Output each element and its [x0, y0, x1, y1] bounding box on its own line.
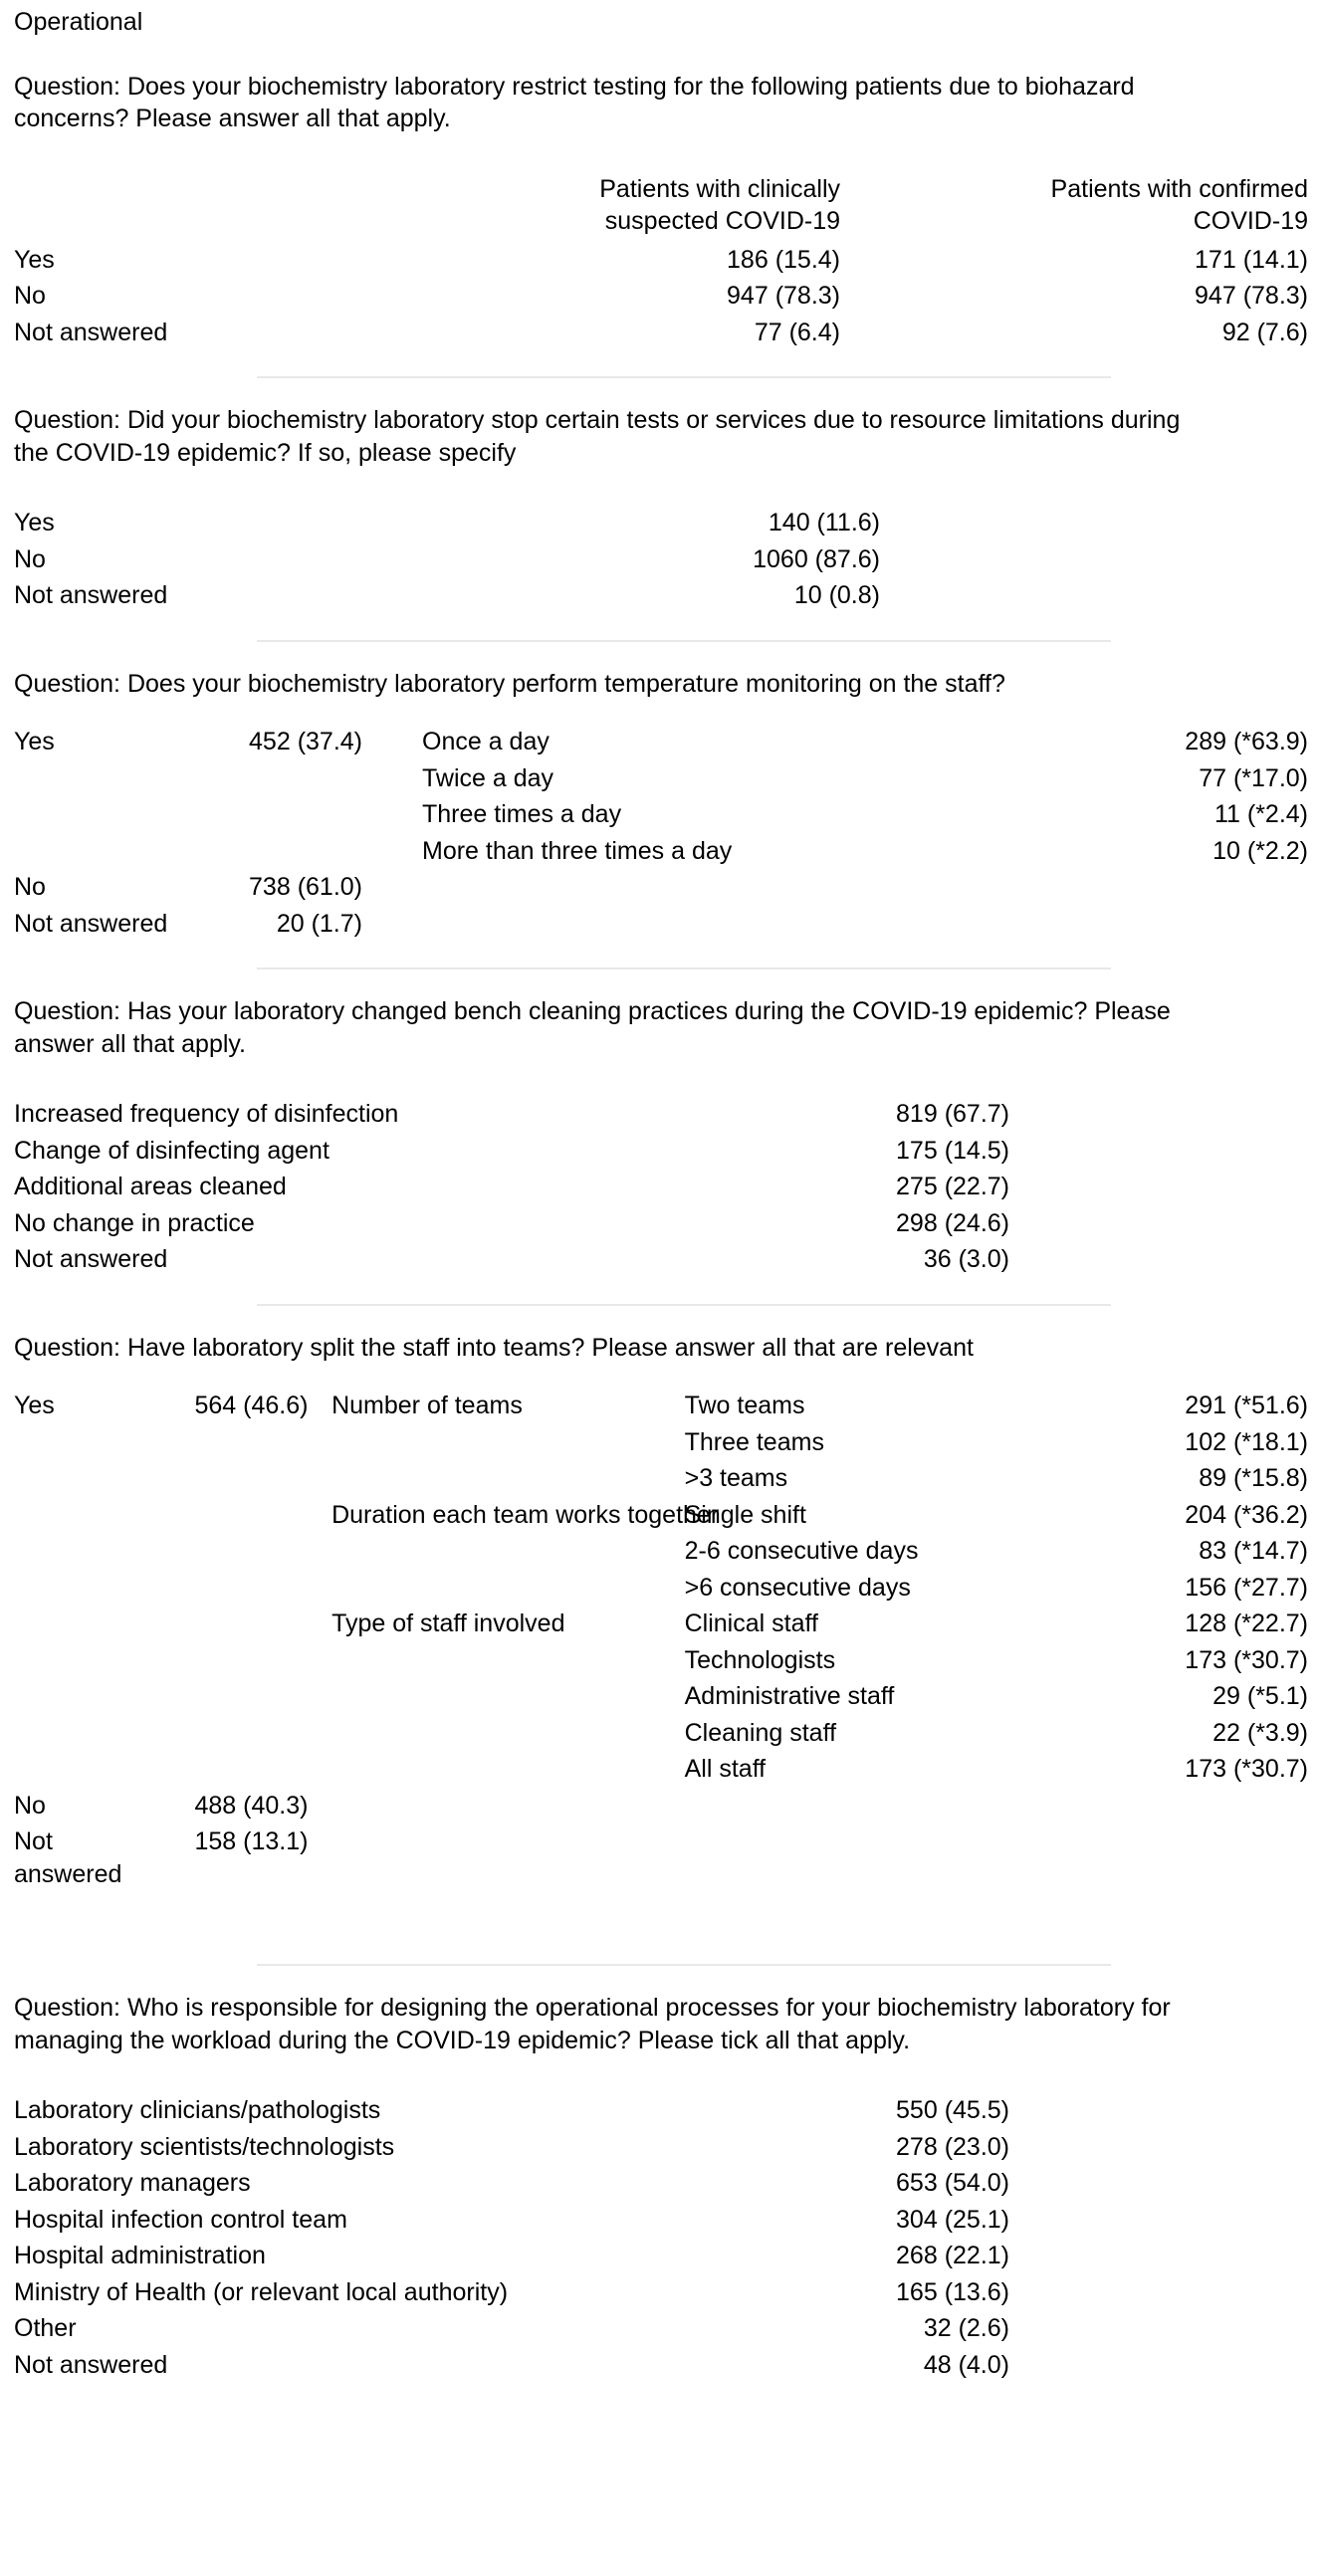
sub-row-value: 289 (*63.9)	[1185, 728, 1308, 755]
row-label	[14, 1642, 143, 1679]
question-text-stopped-tests: Question: Did your biochemistry laboratory stop certain tests or services due to resource limitations during the COVID-19 epidemic? If so, please specify	[14, 406, 1181, 467]
table-row	[14, 1460, 1308, 1497]
row-spacer	[1009, 1096, 1308, 1133]
row-value	[143, 1570, 308, 1607]
column-header-confirmed	[840, 171, 1308, 242]
row-value	[143, 1424, 308, 1461]
sub-row-value: 204 (*36.2)	[1185, 1500, 1308, 1529]
sub-row-label: Three times a day	[422, 800, 622, 828]
section-divider	[257, 376, 1111, 378]
sub-row-label	[685, 1788, 1014, 1825]
table-row	[14, 1241, 1308, 1278]
sub-row-value	[840, 869, 1308, 906]
sub-row-label: Administrative staff	[684, 1682, 895, 1710]
table-staff-teams	[14, 1388, 1308, 1892]
sub-row-value: 291 (*51.6)	[1185, 1392, 1308, 1419]
row-category	[331, 1678, 685, 1715]
row-spacer	[1009, 2165, 1308, 2202]
row-value-suspected: 947 (78.3)	[727, 282, 840, 310]
sub-row-value: 156 (*27.7)	[1185, 1573, 1308, 1602]
table-row	[14, 2202, 1308, 2239]
table-row	[14, 278, 1308, 315]
row-value: 488 (40.3)	[194, 1791, 309, 1820]
row-spacer	[1009, 2274, 1308, 2311]
row-category	[331, 1715, 685, 1752]
table-row	[14, 1824, 1308, 1892]
table-bench-cleaning	[14, 1096, 1308, 1278]
table-header-row	[14, 171, 1308, 242]
row-spacer	[362, 869, 422, 906]
section-divider	[257, 967, 1111, 969]
column-header-blank	[14, 171, 372, 242]
row-label: Laboratory managers	[14, 2169, 251, 2197]
table-row	[14, 1096, 1308, 1133]
row-value	[143, 1678, 308, 1715]
sub-row-value: 83 (*14.7)	[1199, 1537, 1308, 1565]
row-category: Type of staff involved	[331, 1610, 565, 1637]
row-label: Hospital infection control team	[14, 2205, 347, 2234]
table-row	[14, 2238, 1308, 2274]
row-category	[331, 1460, 685, 1497]
row-label: Yes	[14, 245, 55, 274]
table-row	[14, 760, 1308, 797]
row-value-confirmed: 947 (78.3)	[1195, 282, 1308, 310]
row-value: 653 (54.0)	[896, 2169, 1009, 2197]
sub-row-value: 10 (*2.2)	[1212, 836, 1308, 865]
row-value	[143, 1751, 308, 1788]
row-label: Change of disinfecting agent	[14, 1136, 330, 1165]
row-label: No	[14, 873, 46, 901]
column-header-confirmed-line2: COVID-19	[1193, 207, 1308, 235]
row-label	[14, 833, 213, 870]
sub-row-label: Once a day	[422, 728, 550, 755]
table-row	[14, 1388, 1308, 1424]
sub-row-value	[840, 906, 1308, 943]
row-value: 1060 (87.6)	[753, 544, 880, 573]
column-header-suspected	[372, 171, 840, 242]
row-label: Laboratory clinicians/pathologists	[14, 2096, 381, 2124]
table-row	[14, 1497, 1308, 1534]
table-row	[14, 1642, 1308, 1679]
row-spacer	[308, 1606, 331, 1642]
table-responsible-design	[14, 2092, 1308, 2383]
sub-row-value: 22 (*3.9)	[1212, 1718, 1308, 1747]
row-spacer	[880, 577, 1308, 614]
row-label: Not answered	[14, 318, 168, 346]
row-value: 298 (24.6)	[896, 1208, 1009, 1237]
row-spacer	[308, 1460, 331, 1497]
row-label: Laboratory scientists/technologists	[14, 2132, 395, 2161]
table-row	[14, 1751, 1308, 1788]
row-value	[213, 796, 362, 833]
table-row	[14, 577, 1308, 614]
row-label: Not answered	[14, 909, 168, 938]
table-row	[14, 869, 1308, 906]
sub-row-value: 11 (*2.4)	[1213, 800, 1308, 828]
row-spacer	[308, 1570, 331, 1607]
row-value: 175 (14.5)	[896, 1136, 1009, 1165]
table-row	[14, 796, 1308, 833]
sub-row-value: 128 (*22.7)	[1185, 1610, 1308, 1637]
row-label	[14, 1497, 143, 1534]
row-label: Hospital administration	[14, 2242, 266, 2269]
table-row	[14, 1424, 1308, 1461]
row-spacer	[362, 906, 422, 943]
row-value: 304 (25.1)	[896, 2205, 1009, 2234]
sub-row-label: Technologists	[684, 1645, 836, 1674]
row-category	[331, 1533, 685, 1570]
sub-row-value	[1014, 1824, 1308, 1892]
row-spacer	[1009, 2238, 1308, 2274]
table-row	[14, 833, 1308, 870]
row-value: 268 (22.1)	[896, 2242, 1009, 2269]
sub-row-label: Twice a day	[422, 763, 554, 792]
table-row	[14, 2310, 1308, 2347]
column-header-suspected-line2: suspected COVID-19	[604, 207, 840, 235]
row-spacer	[308, 1824, 331, 1892]
row-label	[14, 1424, 143, 1461]
row-value: 819 (67.7)	[896, 1100, 1009, 1128]
row-label	[14, 1751, 143, 1788]
row-label	[14, 796, 213, 833]
row-label	[14, 1715, 143, 1752]
row-value: 140 (11.6)	[768, 509, 880, 537]
table-row	[14, 1169, 1308, 1205]
row-value: 20 (1.7)	[276, 909, 362, 938]
row-value: 165 (13.6)	[896, 2277, 1009, 2306]
sub-row-value	[1014, 1788, 1308, 1825]
sub-row-label: >3 teams	[684, 1464, 788, 1492]
row-spacer	[1009, 1133, 1308, 1170]
table-row	[14, 1788, 1308, 1825]
row-spacer	[880, 541, 1308, 578]
row-value	[143, 1460, 308, 1497]
table-row	[14, 1570, 1308, 1607]
row-spacer	[308, 1788, 331, 1825]
question-text-staff-teams: Question: Have laboratory split the staff into teams? Please answer all that are relevant	[14, 1333, 974, 1362]
table-row	[14, 2347, 1308, 2384]
table-row	[14, 724, 1308, 760]
row-category	[331, 1424, 685, 1461]
row-value	[213, 760, 362, 797]
row-category	[331, 1751, 685, 1788]
section-divider	[257, 1304, 1111, 1306]
sub-row-value: 173 (*30.7)	[1185, 1645, 1308, 1674]
table-row	[14, 1678, 1308, 1715]
table-row	[14, 242, 1308, 279]
row-label: No	[14, 544, 46, 573]
row-spacer	[362, 724, 422, 760]
page-title: Operational	[14, 8, 143, 36]
table-stopped-tests	[14, 505, 1308, 614]
row-category	[331, 1788, 685, 1825]
sub-row-label: Two teams	[684, 1392, 805, 1419]
table-row	[14, 1533, 1308, 1570]
sub-row-label: Single shift	[684, 1500, 806, 1529]
row-label	[14, 1606, 143, 1642]
row-spacer	[308, 1424, 331, 1461]
sub-row-value: 102 (*18.1)	[1185, 1427, 1308, 1456]
row-label: Not answered	[14, 581, 168, 609]
row-category	[331, 1570, 685, 1607]
row-label: Additional areas cleaned	[14, 1173, 287, 1200]
table-row	[14, 541, 1308, 578]
row-spacer	[308, 1533, 331, 1570]
sub-row-value: 29 (*5.1)	[1212, 1682, 1308, 1710]
row-value-suspected: 186 (15.4)	[727, 245, 840, 274]
row-label: No change in practice	[14, 1208, 255, 1237]
row-category	[331, 1642, 685, 1679]
sub-row-label: >6 consecutive days	[684, 1573, 911, 1602]
row-spacer	[1009, 1205, 1308, 1242]
row-label: No	[14, 282, 46, 310]
column-header-confirmed-line1: Patients with confirmed	[1050, 174, 1308, 203]
table-row	[14, 1715, 1308, 1752]
row-value	[143, 1606, 308, 1642]
sub-row-label: More than three times a day	[422, 836, 733, 865]
row-spacer	[362, 796, 422, 833]
row-spacer	[362, 760, 422, 797]
row-label	[14, 1570, 143, 1607]
row-spacer	[308, 1751, 331, 1788]
column-header-suspected-line1: Patients with clinically	[599, 174, 840, 203]
row-value	[143, 1533, 308, 1570]
question-text-responsible-design: Question: Who is responsible for designing the operational processes for your biochemistry laboratory for managing the workload during the COVID-19 epidemic? Please tick all that apply.	[14, 1994, 1171, 2054]
row-label: Other	[14, 2314, 77, 2342]
row-label	[14, 1678, 143, 1715]
row-value	[143, 1642, 308, 1679]
row-label	[14, 1460, 143, 1497]
row-spacer	[362, 833, 422, 870]
row-value: 158 (13.1)	[194, 1827, 309, 1855]
row-category: Number of teams	[331, 1392, 523, 1419]
row-spacer	[308, 1388, 331, 1424]
row-value: 36 (3.0)	[923, 1245, 1009, 1273]
question-text-temperature-monitoring: Question: Does your biochemistry laboratory perform temperature monitoring on the staff?	[14, 669, 1005, 698]
row-value	[143, 1715, 308, 1752]
row-value: 738 (61.0)	[249, 873, 362, 901]
sub-row-value: 89 (*15.8)	[1199, 1464, 1308, 1492]
table-row	[14, 1205, 1308, 1242]
sub-row-label	[422, 906, 840, 943]
row-value: 550 (45.5)	[896, 2096, 1009, 2124]
table-row	[14, 2274, 1308, 2311]
table-biohazard-restrict	[14, 171, 1308, 351]
sub-row-label: 2-6 consecutive days	[684, 1537, 919, 1565]
row-spacer	[308, 1642, 331, 1679]
row-spacer	[308, 1497, 331, 1534]
row-value: 48 (4.0)	[923, 2350, 1009, 2379]
row-category	[331, 1824, 685, 1892]
row-value-confirmed: 92 (7.6)	[1221, 318, 1308, 346]
row-label	[14, 1533, 143, 1570]
row-spacer	[1009, 2202, 1308, 2239]
row-value: 275 (22.7)	[896, 1173, 1009, 1200]
row-spacer	[1009, 1169, 1308, 1205]
row-spacer	[880, 505, 1308, 541]
row-label: Yes	[14, 1392, 55, 1419]
table-row	[14, 1606, 1308, 1642]
row-value: 32 (2.6)	[923, 2314, 1009, 2342]
row-spacer	[308, 1715, 331, 1752]
row-value	[143, 1497, 308, 1534]
row-label: Not answered	[14, 1245, 168, 1273]
row-value: 564 (46.6)	[194, 1392, 309, 1419]
row-spacer	[1009, 1241, 1308, 1278]
table-row	[14, 2129, 1308, 2166]
sub-row-label: All staff	[684, 1755, 767, 1783]
sub-row-value: 173 (*30.7)	[1185, 1755, 1308, 1783]
question-text-bench-cleaning: Question: Has your laboratory changed bench cleaning practices during the COVID-19 epidemic? Please answer all that apply.	[14, 997, 1171, 1058]
table-row	[14, 505, 1308, 541]
section-divider	[257, 640, 1111, 642]
table-row	[14, 2165, 1308, 2202]
sub-row-label: Cleaning staff	[684, 1718, 837, 1747]
sub-row-label: Three teams	[684, 1427, 824, 1456]
row-value	[213, 833, 362, 870]
row-label: Ministry of Health (or relevant local authority)	[14, 2277, 509, 2306]
row-spacer	[1009, 2310, 1308, 2347]
row-label: Not answered	[14, 2350, 168, 2379]
row-spacer	[308, 1678, 331, 1715]
row-label: Increased frequency of disinfection	[14, 1100, 399, 1128]
row-label: No	[14, 1791, 46, 1820]
sub-row-value: 77 (*17.0)	[1199, 763, 1308, 792]
row-spacer	[1009, 2092, 1308, 2129]
table-row	[14, 2092, 1308, 2129]
sub-row-label	[422, 869, 840, 906]
row-label: Not answered	[14, 1827, 122, 1888]
table-row	[14, 906, 1308, 943]
row-category: Duration each team works together	[331, 1500, 720, 1529]
row-value: 452 (37.4)	[249, 728, 362, 755]
row-value-confirmed: 171 (14.1)	[1195, 245, 1308, 274]
table-row	[14, 315, 1308, 351]
sub-row-label	[685, 1824, 1014, 1892]
table-row	[14, 1133, 1308, 1170]
row-label: Yes	[14, 728, 55, 755]
row-value-suspected: 77 (6.4)	[754, 318, 840, 346]
row-value: 278 (23.0)	[896, 2132, 1009, 2161]
row-label	[14, 760, 213, 797]
row-spacer	[1009, 2347, 1308, 2384]
table-temperature-monitoring	[14, 724, 1308, 942]
section-divider	[257, 1964, 1111, 1966]
question-text-biohazard-restrict: Question: Does your biochemistry laboratory restrict testing for the following patients due to biohazard concerns? Please answer all that apply.	[14, 72, 1135, 132]
row-value: 10 (0.8)	[793, 581, 880, 609]
sub-row-label: Clinical staff	[684, 1610, 818, 1637]
row-spacer	[1009, 2129, 1308, 2166]
row-label: Yes	[14, 509, 55, 537]
